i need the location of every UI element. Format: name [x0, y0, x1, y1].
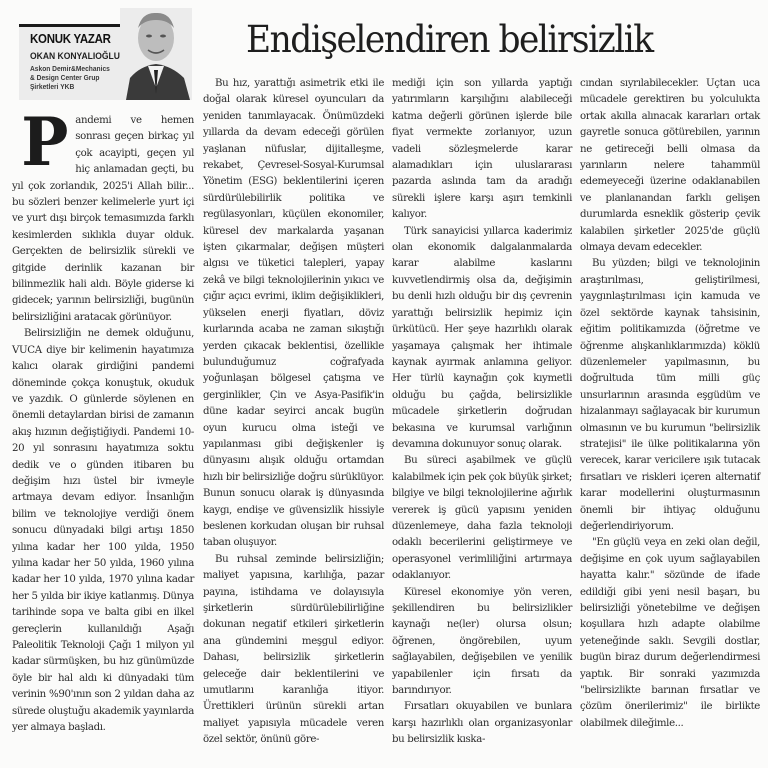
author-role-line: & Design Center Grup: [30, 73, 100, 82]
article-column-1: [12, 103, 194, 736]
paragraph: "En güçlü veya en zeki olan değil, değişime en çok uyum sağlayabilen hayatta kalır." sözünde de ifade edildiği gibi yeni nesil başarı, bu belirsizliği yönetebilme ve değişen koşullara hızlı adapte olabilme yeteneğinde saklı. Sevgili dostlar, bugün biraz durum değerlendirmesi yaptık. Bir sonraki yazımızda "belirsizlikte barınan fırsatlar ve çözüm önerilerimiz" ile birlikte olabilmek dileğimle...: [580, 537, 760, 729]
paragraph: Bu hız, yarattığı asimetrik etki ile doğal olarak küresel oyuncuları da yeniden tanımlayacak. Önümüzdeki yıllarda da devam edeceği görülen yaşlanan nüfuslar, dijitalleşme, rekabet, Çevresel-Sosyal-Kurumsal Yönetim (ESG) beklentilerini içeren sürdürülebilirlik politika ve regülasyonları, küçülen ekonomiler, küresel dev markalarda yaşanan işten çıkarmalar, değişen müşteri algısı ve tüketici talepleri, yapay zekâ ve bilgi teknolojilerinin yıkıcı ve çığır açıcı evrimi, iklim değişiklikleri, yükselen enerji fiyatları, döviz kurlarında acaba ne zaman sıkıştığı yerden çıkacak beklentisi, özellikle bulunduğumuz coğrafyada yoğunlaşan bölgesel çatışma ve gerginlikler, Çin ve Asya-Pasifik'in düne kadar seyirci ancak bugün oyun kurucu olma isteği ve yapılanması gibi değişkenler iş dünyasını alışık olduğu ortamdan hızlı bir belirsizliğe doğru sürüklüyor. Bunun sonucu olarak iş dünyasında kaygı, endişe ve güvensizlik hissiyle beslenen korkudan oluşan bir ruhsal taban oluşuyor.: [203, 78, 384, 549]
paragraph: Belirsizliğin ne demek olduğunu, VUCA diye bir kelimenin hayatımıza kalıcı olarak girdiğini pandemi döneminde çokça konuştuk, okuduk ve yazdık. O günlerde söylenen en önemli detaylardan birisi de zamanın akış hızının değiştiğiydi. Pandemi 10-20 yıl sonrasını hayatımıza soktu dedik ve o günden itibaren bu değişim hızı üstel bir ivmeyle artmaya devam ediyor. İnsanlığın bilim ve teknolojiye verdiği önem sonucu dünyadaki bilgi artışı 1850 yılına kadar her 100 yılda, 1950 yılına kadar her 50 yılda, 1960 yılına kadar her 10 yılda, 1970 yılına kadar her 5 yılda bir ikiye katlanmış. Dünya tarihinde sopa ve balta gibi en ilkel gereçlerin kullanıldığı Aşağı Paleolitik Teknoloji Çağı 1 milyon yıl kadar sürmüşken, bu hız günümüzde öyle bir hal aldı ki dünyadaki tüm verinin %90'ının son 2 yıldan daha az sürede oluştuğu akademik yayınlarda yer almaya başladı.: [12, 328, 194, 734]
article-column-4: [580, 76, 760, 732]
author-portrait: [120, 8, 192, 100]
paragraph: Bu süreci aşabilmek ve güçlü kalabilmek için pek çok büyük şirket; bilgiye ve bilgi teknolojilerine ağırlık vererek iş gücü yapısını yeniden düzenlemeye, daha fazla teknoloji odaklı becerilerini geliştirmeye ve operasyonel verimliliğini artırmaya odaklanıyor.: [392, 455, 572, 582]
paragraph: [12, 103, 194, 326]
author-photo-icon: [120, 8, 192, 100]
paragraph: Küresel ekonomiye yön veren, şekillendiren bu belirsizlikler kaynağı ne(ler) olursa olsun; öğrenen, öngörebilen, uyum sağlayabilen, değişebilen ve yenilik yapabilenler için fırsatı da barındırıyor.: [392, 586, 572, 697]
paragraph: Bu yüzden; bilgi ve teknolojinin araştırılması, geliştirilmesi, yaygınlaştırılması için kamuda ve özel sektörde kaynak tahsisinin, eğitim politikamızda (öğretme ve öğrenme alışkanlıklarımızda) köklü düzenlemeler yapılmasının, bu doğrultuda tüm milli güç unsurlarının arasında eşgüdüm ve hizalanmayı sağlayacak bir kurumun olmasının ve bu kurumun "belirsizlik stratejisi" ile ülke politikalarına yön verecek, karar vericilere ışık tutacak fırsatları ve riskleri içeren alternatif karar modellerini oluşturmasının önemli bir ihtiyaç olduğunu değerlendiriyorum.: [580, 258, 760, 532]
author-role-line: Askon Demir&Mechanics: [30, 64, 110, 73]
author-name: OKAN KONYALIOĞLU: [30, 51, 120, 62]
paragraph-text: andemi ve hemen sonrası geçen birkaç yıl çok acayipti, geçen yıl hiç anlamadan geçti, bu yıl çok zorlandık, 2025'i Allah bilir... bu sözleri benzer kelimelerle yurt içi ve yurt dışı birçok temasımızda farklı kesimlerden sıklıkla duyar olduk. Gerçekten de belirsizlik sürekli ve gitgide derinlik kazanan bir bilinmezlik hali aldı. Böyle giderse ki gidecek; yarının belirsizliği, bugünün belirsizliğini aratacak görünüyor.: [12, 115, 194, 323]
section-label: KONUK YAZAR: [30, 32, 111, 46]
author-role: [30, 64, 129, 91]
paragraph: Bu ruhsal zeminde belirsizliğin; maliyet yapısına, karlılığa, pazar payına, istihdama ve dolayısıyla şirketlerin sürdürülebilirliğine dokunan negatif etkileri şirketlerin ana gündemini meşgul ediyor. Dahası, belirsizlik şirketlerin geleceğe dair beklentilerini ve umutlarını karanlığa itiyor. Ürettikleri ürünün sürekli artan maliyet yapısıyla mücadele veren özel sektör, önünü göre-: [203, 553, 384, 746]
paragraph: cından sıyrılabilecekler. Uçtan uca mücadele gerektiren bu yolculukta ortak akılla alınacak kararları ortak gayretle sonuca götürebilen, yarının ne getireceği belli olmasa da yarınların nelere tahammül edemeyeceği üzerine odaklanabilen ve planlanandan farklı gelişen durumlarda esneklik gösterip çevik kalabilen şirketler 2025'de güçlü olmaya devam edecekler.: [580, 78, 760, 254]
article-headline: Endişelendiren belirsizlik: [246, 18, 653, 61]
paragraph: Türk sanayicisi yıllarca kaderimiz olan ekonomik dalgalanmalarda karar alabilme kaslarını kuvvetlendirmiş olsa da, değişimin bu denli hızlı olduğu bir dış çevrenin yarattığı belirsizlik hepimiz için ürkütücü. Her şeye hazırlıklı olarak yaşamaya çalışmak her ihtimale kaynak ayırmak anlamına geliyor. Her türlü kaynağın çok kıymetli olduğu bu çağda, belirsizlikle mücadele şirketlerin doğrudan bekasına ve kurumsal varlığının devamına dokunuyor sonuç olarak.: [392, 225, 572, 450]
article-column-3: [392, 76, 572, 749]
article-column-2: [203, 76, 384, 749]
author-role-line: Şirketleri YKB: [30, 82, 75, 91]
paragraph: Fırsatları okuyabilen ve bunlara karşı hazırlıklı olan organizasyonlar bu belirsizlik kıska-: [392, 701, 572, 746]
drop-cap: P: [21, 103, 69, 181]
paragraph: mediği için son yıllarda yaptığı yatırımların karşılığını alabileceği katma değerli görünen işlerde bile fiyat vermekte zorlanıyor, uzun vadeli sözleşmelerde karar alamadıkları için uluslararası pazarda aslında tam da aradığı sürekli işlere karşı aşırı temkinli kalıyor.: [392, 78, 572, 221]
